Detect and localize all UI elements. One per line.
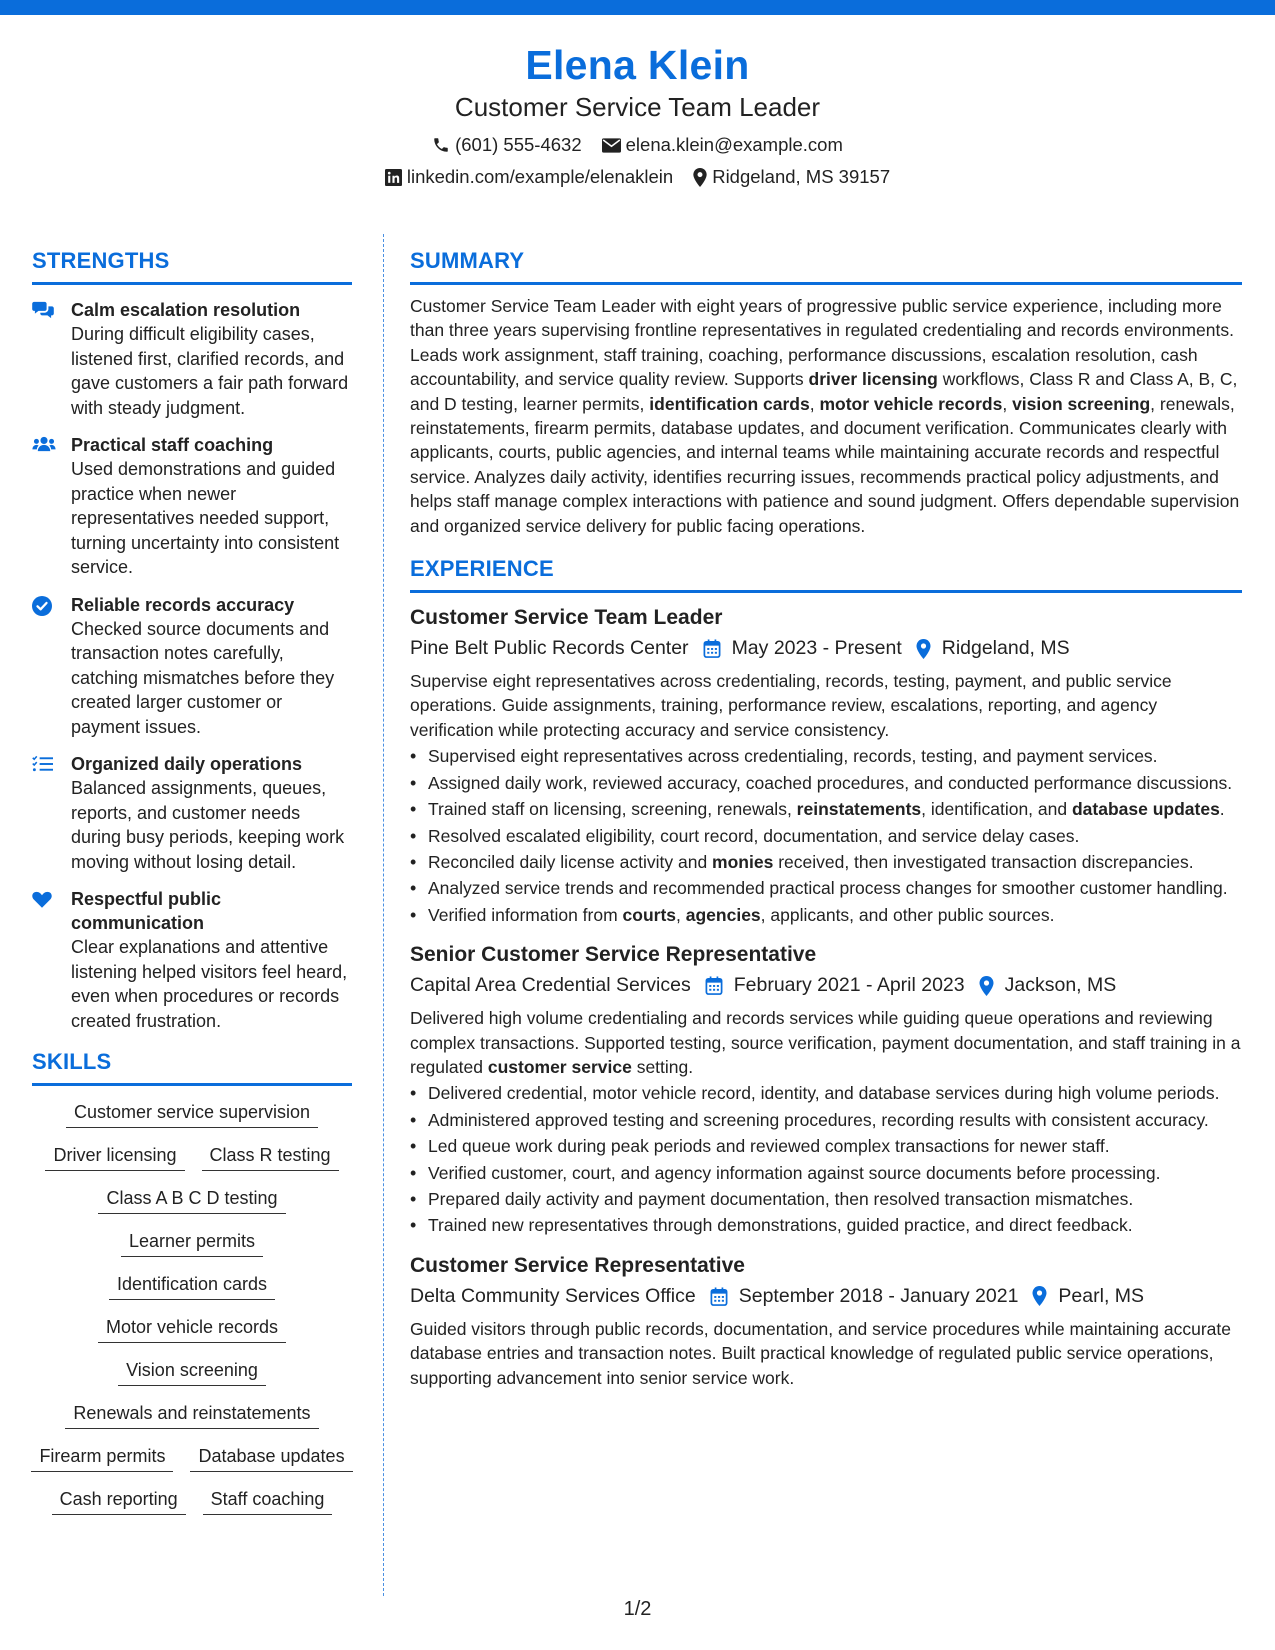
phone-icon	[432, 136, 450, 154]
skill-row	[32, 1444, 352, 1472]
skills-rule	[32, 1083, 352, 1086]
job-bullet: • Trained staff on licensing, screening, renewals, reinstatements, identification, and database updates.	[410, 797, 1242, 821]
job-entry	[410, 604, 1242, 927]
comments-icon	[32, 301, 54, 319]
list-check-icon	[32, 755, 53, 773]
job-meta	[410, 972, 1242, 999]
job-bullet: • Verified customer, court, and agency information against source documents before processing.	[410, 1161, 1242, 1185]
contact-linkedin[interactable]	[385, 165, 673, 189]
job-bullet: • Assigned daily work, reviewed accuracy, coached procedures, and conducted performance discussions.	[410, 771, 1242, 795]
linkedin-icon	[385, 169, 402, 186]
strength-title: Reliable records accuracy	[71, 594, 295, 615]
job-dates-group	[703, 635, 902, 662]
location-text: Ridgeland, MS 39157	[712, 166, 891, 187]
strength-title: Practical staff coaching	[71, 435, 274, 455]
skill-tag: Staff coaching	[203, 1487, 333, 1515]
job-dates: September 2018 - January 2021	[738, 1284, 1019, 1307]
strength-title: Respectful public communication	[71, 889, 222, 933]
contact-email[interactable]	[602, 133, 843, 157]
job-location-group	[979, 972, 1117, 999]
email-text: elena.klein@example.com	[625, 134, 843, 155]
skill-tag: Motor vehicle records	[98, 1315, 286, 1343]
job-dates: February 2021 - April 2023	[733, 974, 965, 997]
job-location-group	[1032, 1283, 1144, 1310]
contact-location	[693, 165, 890, 189]
experience-rule	[410, 590, 1242, 593]
job-bullet: • Reconciled daily license activity and monies received, then investigated transaction discrepancies.	[410, 850, 1242, 874]
job-bullet: • Analyzed service trends and recommended practical process changes for smoother customer handling.	[410, 876, 1242, 900]
strength-description: Used demonstrations and guided practice when newer representatives needed support, turning uncertainty into consistent service.	[71, 459, 340, 577]
contact-phone[interactable]	[432, 133, 582, 157]
job-bullet: • Resolved escalated eligibility, court record, documentation, and service delay cases.	[410, 824, 1242, 848]
summary-rule	[410, 282, 1242, 285]
calendar-icon	[705, 976, 723, 995]
job-company: Capital Area Credential Services	[410, 974, 691, 997]
skill-row	[32, 1315, 352, 1343]
job-description: Delivered high volume credentialing and records services while guiding queue operations and reviewing complex transactions. Supported testing, source verification, payment documentation, and staff training in a regulated customer service setting.	[410, 1008, 1241, 1077]
experience-list	[410, 604, 1242, 1390]
strength-description: During difficult eligibility cases, listened first, clarified records, and gave customers a fair path forward with steady judgment.	[71, 324, 349, 418]
skill-tag: Customer service supervision	[66, 1100, 318, 1128]
skill-tag: Database updates	[190, 1444, 352, 1472]
job-location-group	[916, 635, 1070, 662]
strength-description: Checked source documents and transaction notes carefully, catching mismatches before they created larger customer or payment issues.	[71, 618, 335, 737]
contact-row	[0, 133, 1275, 157]
job-title: Customer Service Representative	[410, 1253, 745, 1277]
skills-heading: SKILLS	[32, 1049, 112, 1074]
strength-item	[32, 298, 352, 420]
resume-header	[0, 40, 1275, 189]
skill-row	[32, 1272, 352, 1300]
summary-paragraph: Customer Service Team Leader with eight years of progressive public service experience, including more than three years supervising frontline representatives in regulated credentialing and records environments. Leads work assignment, staff training, coaching, performance discussions, escalation resolution, cash accountability, and service quality review. Supports driver licensing workflows, Class R and Class A, B, C, and D testing, learner permits, identification cards, motor vehicle records, vision screening, renewals, reinstatements, firearm permits, database updates, and document verification. Communicates clearly with applicants, courts, public agencies, and internal teams while maintaining accurate records and respectful service. Analyzes daily activity, identifies recurring issues, recommends practical policy adjustments, and helps staff manage complex interactions with patience and sound judgment. Offers dependable supervision and organized service delivery for public facing operations.	[410, 296, 1240, 536]
candidate-role: Customer Service Team Leader	[454, 92, 821, 122]
job-description: Supervise eight representatives across credentialing, records, testing, payment, and public service operations. Guide assignments, training, performance review, escalations, reporting, and agency verification while protecting accuracy and service consistency.	[410, 671, 1172, 740]
skill-tag: Learner permits	[121, 1229, 263, 1257]
job-company: Delta Community Services Office	[410, 1284, 696, 1307]
job-bullet: • Prepared daily activity and payment documentation, then resolved transaction mismatches.	[410, 1187, 1242, 1211]
map-pin-icon	[693, 168, 707, 187]
skill-tag: Driver licensing	[45, 1143, 184, 1171]
skill-tag: Renewals and reinstatements	[65, 1401, 318, 1429]
job-bullet: • Supervised eight representatives across credentialing, records, testing, and payment services.	[410, 744, 1242, 768]
strength-item	[32, 593, 352, 740]
job-meta	[410, 635, 1242, 662]
job-dates-group	[705, 972, 965, 999]
job-bullets	[410, 1081, 1242, 1237]
strength-item	[32, 433, 352, 580]
calendar-icon	[703, 639, 721, 658]
strength-description: Balanced assignments, queues, reports, and customer needs during busy periods, keeping work moving without losing detail.	[71, 778, 345, 872]
strength-title: Calm escalation resolution	[71, 300, 301, 320]
page-number: 1/2	[623, 1598, 652, 1620]
map-pin-icon	[1032, 1286, 1047, 1306]
map-pin-icon	[916, 639, 931, 659]
job-company: Pine Belt Public Records Center	[410, 637, 689, 660]
strength-description: Clear explanations and attentive listening helped visitors feel heard, even when procedures or records created frustration.	[71, 937, 348, 1031]
skill-tag: Vision screening	[118, 1358, 266, 1386]
experience-heading: EXPERIENCE	[410, 556, 554, 582]
strengths-list	[32, 298, 352, 1033]
job-title: Senior Customer Service Representative	[410, 943, 817, 967]
skill-tag: Firearm permits	[31, 1444, 173, 1472]
skill-row	[32, 1401, 352, 1429]
job-bullet: • Verified information from courts, agencies, applicants, and other public sources.	[410, 903, 1242, 927]
job-bullet: • Delivered credential, motor vehicle record, identity, and database services during high volume periods.	[410, 1081, 1242, 1105]
skill-row	[32, 1143, 352, 1171]
strengths-rule	[32, 282, 352, 285]
job-description: Guided visitors through public records, documentation, and service procedures while maintaining accurate database entries and transaction notes. Built practical knowledge of regulated public service operations, supporting advancement into senior service work.	[410, 1318, 1231, 1388]
skill-tag: Cash reporting	[52, 1487, 186, 1515]
map-pin-icon	[979, 976, 994, 996]
skill-row	[32, 1358, 352, 1386]
check-circle-icon	[32, 596, 52, 616]
left-column	[32, 247, 352, 1530]
top-accent-bar	[0, 0, 1275, 15]
job-bullets	[410, 744, 1242, 927]
job-dates: May 2023 - Present	[731, 637, 902, 660]
job-entry	[410, 941, 1242, 1238]
skill-row	[32, 1186, 352, 1214]
users-icon	[32, 436, 56, 452]
linkedin-text: linkedin.com/example/elenaklein	[406, 166, 674, 187]
summary-heading: SUMMARY	[410, 248, 525, 273]
skill-row	[32, 1487, 352, 1515]
strength-item	[32, 887, 352, 1033]
skills-list	[32, 1100, 352, 1515]
strength-title: Organized daily operations	[71, 754, 303, 774]
heart-icon	[32, 890, 52, 908]
calendar-icon	[710, 1287, 728, 1306]
candidate-name: Elena Klein	[525, 42, 750, 88]
job-location: Jackson, MS	[1004, 974, 1117, 997]
skill-tag: Class A B C D testing	[98, 1186, 285, 1214]
job-dates-group	[710, 1283, 1019, 1310]
job-bullet: • Led queue work during peak periods and reviewed complex transactions for newer staff.	[410, 1134, 1242, 1158]
phone-text: (601) 555-4632	[455, 134, 582, 155]
job-meta	[410, 1283, 1242, 1310]
skill-tag: Identification cards	[109, 1272, 275, 1300]
job-title: Customer Service Team Leader	[410, 606, 723, 630]
job-entry	[410, 1252, 1242, 1390]
job-bullet: • Trained new representatives through demonstrations, guided practice, and direct feedback.	[410, 1213, 1242, 1237]
envelope-icon	[602, 138, 621, 153]
right-column	[410, 247, 1242, 1390]
strengths-heading: STRENGTHS	[32, 248, 170, 273]
job-location: Ridgeland, MS	[941, 637, 1070, 660]
column-divider	[383, 234, 384, 1596]
contact-row-2	[0, 165, 1275, 189]
strength-item	[32, 752, 352, 874]
skill-tag: Class R testing	[202, 1143, 339, 1171]
job-location: Pearl, MS	[1058, 1284, 1145, 1307]
job-bullet: • Administered approved testing and screening procedures, recording results with consistent accuracy.	[410, 1108, 1242, 1132]
skill-row	[32, 1229, 352, 1257]
skill-row	[32, 1100, 352, 1128]
